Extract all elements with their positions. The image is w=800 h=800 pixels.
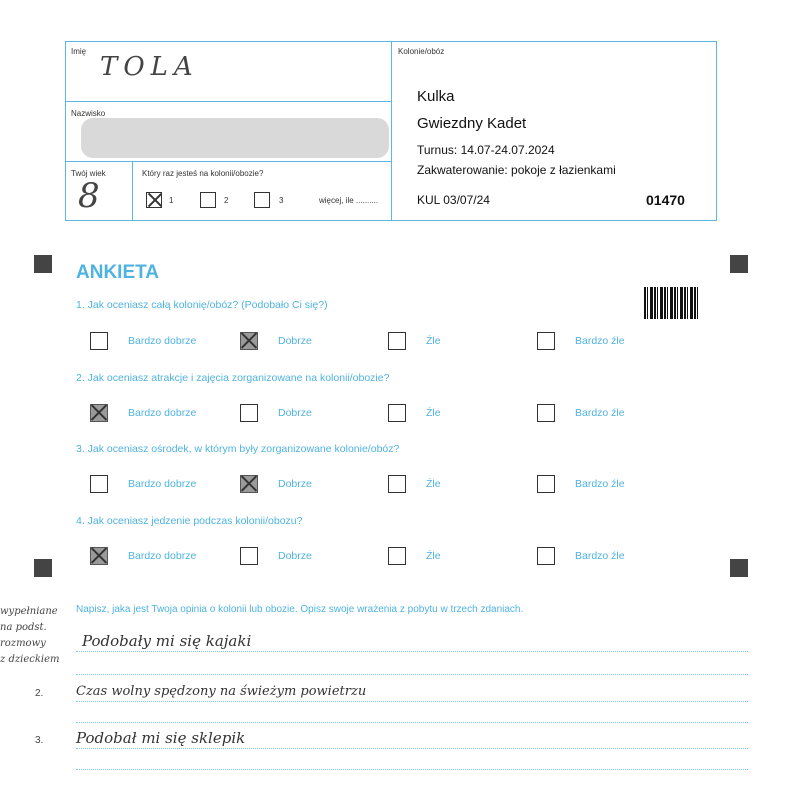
nazwisko-redacted (81, 118, 389, 158)
question-4: 4. Jak oceniasz jedzenie podczas kolonii/obozu? (76, 515, 303, 527)
divider (132, 161, 133, 220)
checkbox[interactable] (537, 547, 555, 565)
imie-value: TOLA (100, 52, 199, 82)
answer-line (76, 722, 748, 723)
answer-line (76, 701, 748, 702)
checkbox[interactable] (537, 332, 555, 350)
registration-mark (730, 559, 748, 577)
ktory-raz-label: Który raz jesteś na kolonii/obozie? (142, 169, 264, 178)
turnus: Turnus: 14.07-24.07.2024 (417, 143, 555, 157)
margin-note-line: z dzieckiem (0, 654, 60, 665)
q2-option-bardzo-dobrze[interactable]: Bardzo dobrze (90, 404, 196, 422)
checkbox-checked[interactable] (240, 332, 258, 350)
q3-option-zle[interactable]: Źle (388, 475, 441, 493)
imie-label: Imię (71, 47, 87, 56)
q4-option-dobrze[interactable]: Dobrze (240, 547, 312, 565)
barcode (644, 287, 698, 319)
checkbox[interactable] (240, 547, 258, 565)
checkbox[interactable] (537, 404, 555, 422)
ktory-raz-checkbox-1[interactable] (146, 192, 162, 208)
wiecej-label: więcej, ile .......... (319, 196, 379, 205)
registration-mark (34, 559, 52, 577)
ktory-raz-option-3: 3 (279, 196, 284, 205)
divider (66, 161, 391, 162)
answer-line (76, 674, 748, 675)
q3-option-dobrze[interactable]: Dobrze (240, 475, 312, 493)
checkbox[interactable] (90, 475, 108, 493)
ktory-raz-option-2: 2 (224, 196, 229, 205)
wiek-label: Twój wiek (71, 169, 106, 178)
kolonie-program: Gwiezdny Kadet (417, 115, 527, 132)
question-3: 3. Jak oceniasz ośrodek, w którym były zorganizowane kolonie/obóz? (76, 443, 400, 455)
q2-option-zle[interactable]: Źle (388, 404, 441, 422)
q4-option-zle[interactable]: Źle (388, 547, 441, 565)
q2-option-dobrze[interactable]: Dobrze (240, 404, 312, 422)
line-number-2: 2. (35, 688, 44, 699)
margin-note-line: rozmowy (0, 638, 46, 649)
checkbox[interactable] (388, 475, 406, 493)
checkbox-checked[interactable] (90, 547, 108, 565)
margin-note-line: wypełniane (0, 606, 58, 617)
q3-option-bardzo-zle[interactable]: Bardzo źle (537, 475, 625, 493)
margin-note-line: na podst. (0, 622, 47, 633)
checkbox-checked[interactable] (90, 404, 108, 422)
q1-option-bardzo-dobrze[interactable]: Bardzo dobrze (90, 332, 196, 350)
number: 01470 (646, 192, 685, 208)
answer-2[interactable]: Czas wolny spędzony na świeżym powietrzu (76, 684, 367, 699)
wiek-value: 8 (78, 176, 100, 216)
registration-mark (730, 255, 748, 273)
q2-option-bardzo-zle[interactable]: Bardzo źle (537, 404, 625, 422)
question-2: 2. Jak oceniasz atrakcje i zajęcia zorganizowane na kolonii/obozie? (76, 372, 390, 384)
line-number-3: 3. (35, 735, 44, 746)
q3-option-bardzo-dobrze[interactable]: Bardzo dobrze (90, 475, 196, 493)
answer-1[interactable]: Podobały mi się kajaki (82, 632, 252, 650)
code: KUL 03/07/24 (417, 193, 490, 207)
q1-option-bardzo-zle[interactable]: Bardzo źle (537, 332, 625, 350)
header-form (65, 41, 717, 221)
checkbox[interactable] (90, 332, 108, 350)
kolonie-label: Kolonie/obóz (398, 47, 445, 56)
q1-option-dobrze[interactable]: Dobrze (240, 332, 312, 350)
opinion-prompt: Napisz, jaka jest Twoja opinia o kolonii lub obozie. Opisz swoje wrażenia z pobytu w trzech zdaniach. (76, 604, 524, 615)
q4-option-bardzo-dobrze[interactable]: Bardzo dobrze (90, 547, 196, 565)
checkbox[interactable] (388, 547, 406, 565)
registration-mark (34, 255, 52, 273)
answer-3[interactable]: Podobał mi się sklepik (76, 729, 246, 747)
checkbox-checked[interactable] (240, 475, 258, 493)
ktory-raz-option-1: 1 (169, 196, 174, 205)
checkbox[interactable] (388, 404, 406, 422)
divider (66, 101, 391, 102)
zakwaterowanie: Zakwaterowanie: pokoje z łazienkami (417, 163, 616, 177)
kolonie-name: Kulka (417, 88, 455, 105)
question-1: 1. Jak oceniasz całą kolonię/obóz? (Podobało Ci się?) (76, 299, 328, 311)
q4-option-bardzo-zle[interactable]: Bardzo źle (537, 547, 625, 565)
checkbox[interactable] (240, 404, 258, 422)
survey-title: ANKIETA (76, 262, 160, 283)
answer-line (76, 769, 748, 770)
checkbox[interactable] (388, 332, 406, 350)
ktory-raz-checkbox-2[interactable] (200, 192, 216, 208)
checkbox[interactable] (537, 475, 555, 493)
answer-line (76, 748, 748, 749)
nazwisko-label: Nazwisko (71, 109, 106, 118)
q1-option-zle[interactable]: Źle (388, 332, 441, 350)
divider (391, 42, 392, 220)
margin-note (0, 604, 60, 668)
answer-line (76, 651, 748, 652)
ktory-raz-checkbox-3[interactable] (254, 192, 270, 208)
